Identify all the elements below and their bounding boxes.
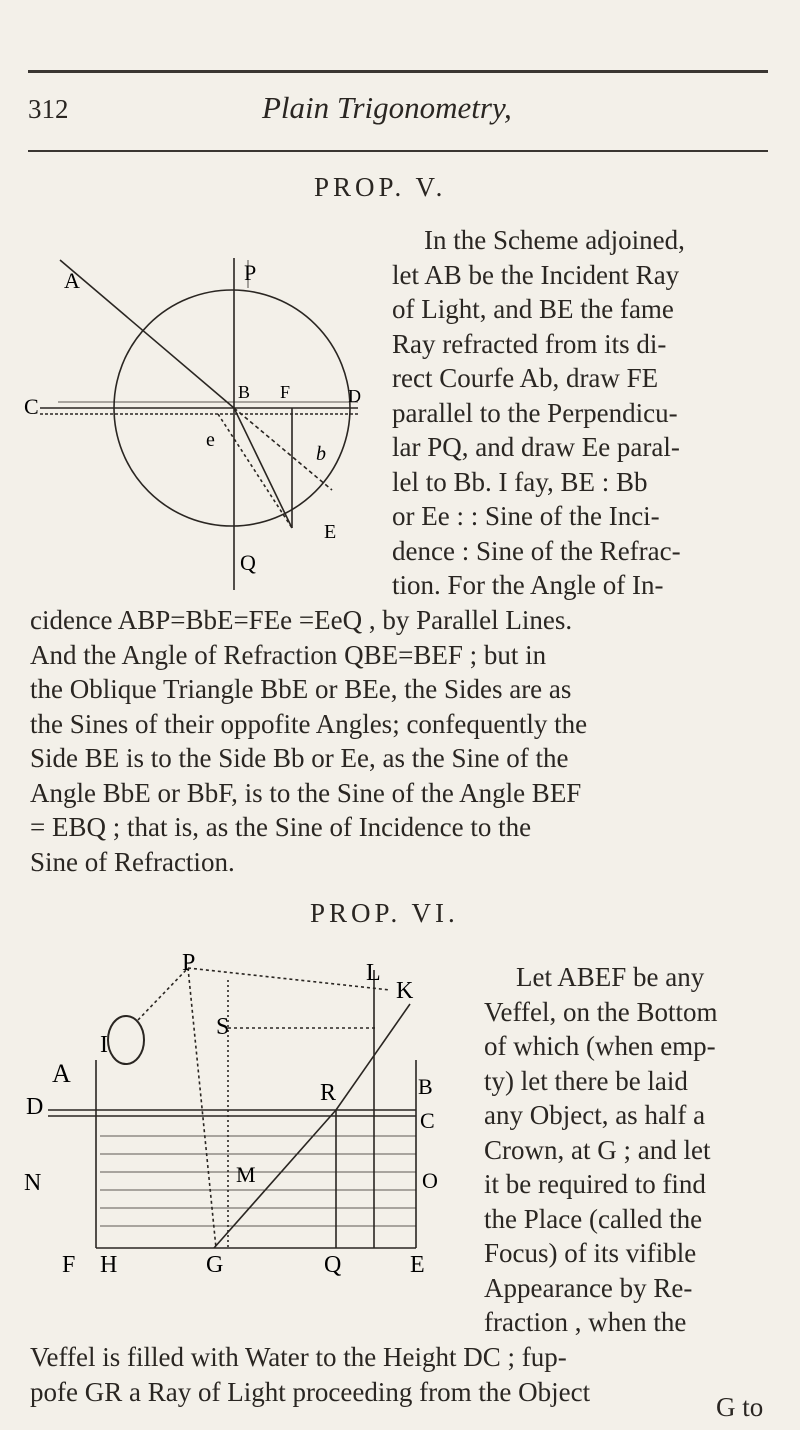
prop5-line-7: lar PQ, and draw Ee paral-: [392, 432, 680, 462]
prop-6-text-full: [30, 1340, 770, 1409]
fig5-label-A: A: [64, 268, 80, 293]
fig6-label-G: G: [206, 1252, 224, 1278]
prop5-line-12: cidence ABP=BbE=FEe =EeQ , by Parallel Lines.: [30, 605, 573, 635]
prop6-line-5: any Object, as half a: [484, 1100, 706, 1130]
prop6-line-12: Veffel is filled with Water to the Height DC ; fup-: [30, 1342, 567, 1372]
top-rule: [28, 70, 768, 73]
prop6-line-9: Focus) of its vifible: [484, 1238, 697, 1268]
catchword: G to: [716, 1392, 764, 1422]
prop6-line-13: pofe GR a Ray of Light proceeding from the Object: [30, 1376, 591, 1407]
prop5-line-19: Sine of Refraction.: [30, 846, 235, 877]
prop5-line-1: In the Scheme adjoined,: [424, 225, 685, 255]
prop6-line-4: ty) let there be laid: [484, 1065, 688, 1096]
page-number: 312: [28, 94, 69, 124]
running-title: Plain Trigonometry,: [262, 90, 512, 125]
fig5-label-E: E: [324, 521, 337, 543]
header-rule: [28, 150, 768, 152]
prop5-line-4: Ray refracted from its di-: [392, 328, 667, 359]
fig6-label-P: P: [182, 950, 196, 976]
prop5-line-10: dence : Sine of the Refrac-: [392, 535, 681, 566]
prop-6-heading: PROP. VI.: [310, 898, 459, 928]
prop5-line-6: parallel to the Perpendicu-: [392, 397, 678, 428]
prop6-line-1: Let ABEF be any: [516, 962, 705, 992]
prop5-line-5: rect Courfe Ab, draw FE: [392, 363, 659, 393]
fig5-label-P: P: [244, 260, 257, 285]
fig6-label-R: R: [320, 1080, 337, 1106]
fig6-label-I: I: [100, 1032, 108, 1058]
prop5-line-8: lel to Bb. I fay, BE : Bb: [392, 466, 648, 497]
fig6-label-E: E: [410, 1252, 425, 1278]
fig6-label-D: D: [26, 1094, 44, 1120]
fig6-label-N: N: [24, 1170, 42, 1196]
prop6-line-10: Appearance by Re-: [484, 1272, 693, 1303]
fig5-label-b: b: [316, 443, 326, 465]
prop5-line-13: And the Angle of Refraction QBE=BEF ; but in: [30, 639, 547, 670]
fig6-label-S: S: [216, 1014, 230, 1040]
prop5-line-17: Angle BbE or BbF, is to the Sine of the Angle BEF: [30, 777, 582, 808]
prop6-line-11: fraction , when the: [484, 1307, 687, 1337]
prop5-line-2: let AB be the Incident Ray: [392, 259, 680, 290]
fig5-label-B: B: [238, 382, 251, 402]
fig5-label-D: D: [348, 386, 361, 406]
fig5-label-e: e: [206, 429, 215, 451]
prop6-line-7: it be required to find: [484, 1169, 706, 1199]
prop5-line-14: the Oblique Triangle BbE or BEe, the Sides are as: [30, 674, 572, 704]
prop-6-text-right: [484, 960, 766, 1340]
prop5-line-9: or Ee : : Sine of the Inci-: [392, 501, 660, 531]
prop-5-text-full: [30, 603, 770, 879]
fig5-label-Q: Q: [240, 550, 256, 575]
prop-5-heading: PROP. V.: [314, 172, 447, 202]
fig6-label-C: C: [420, 1108, 435, 1133]
prop-5-text-right: [392, 223, 764, 603]
prop6-line-8: the Place (called the: [484, 1203, 703, 1234]
prop5-line-3: of Light, and BE the fame: [392, 294, 674, 324]
prop-5-figure: [18, 238, 368, 598]
fig6-label-K: K: [396, 978, 414, 1004]
fig5-label-F: F: [280, 382, 291, 402]
fig6-label-F: F: [62, 1252, 76, 1278]
prop5-line-15: the Sines of their oppofite Angles; confequently the: [30, 708, 588, 739]
prop-6-figure: [18, 950, 488, 1310]
prop5-line-18: = EBQ ; that is, as the Sine of Incidence to the: [30, 812, 532, 842]
prop5-line-11: tion. For the Angle of In-: [392, 570, 664, 600]
fig6-label-H: H: [100, 1252, 118, 1278]
fig6-label-A: A: [52, 1059, 71, 1088]
fig6-label-B: B: [418, 1074, 433, 1099]
fig6-label-Q: Q: [324, 1252, 342, 1278]
fig6-label-M: M: [236, 1162, 256, 1187]
prop6-line-6: Crown, at G ; and let: [484, 1134, 711, 1165]
prop5-line-16: Side BE is to the Side Bb or Ee, as the Sine of the: [30, 743, 569, 773]
prop6-line-3: of which (when emp-: [484, 1031, 716, 1061]
prop6-line-2: Veffel, on the Bottom: [484, 996, 718, 1027]
fig5-label-C: C: [24, 394, 39, 419]
fig6-label-L: L: [366, 960, 381, 986]
fig6-label-O: O: [422, 1168, 438, 1193]
